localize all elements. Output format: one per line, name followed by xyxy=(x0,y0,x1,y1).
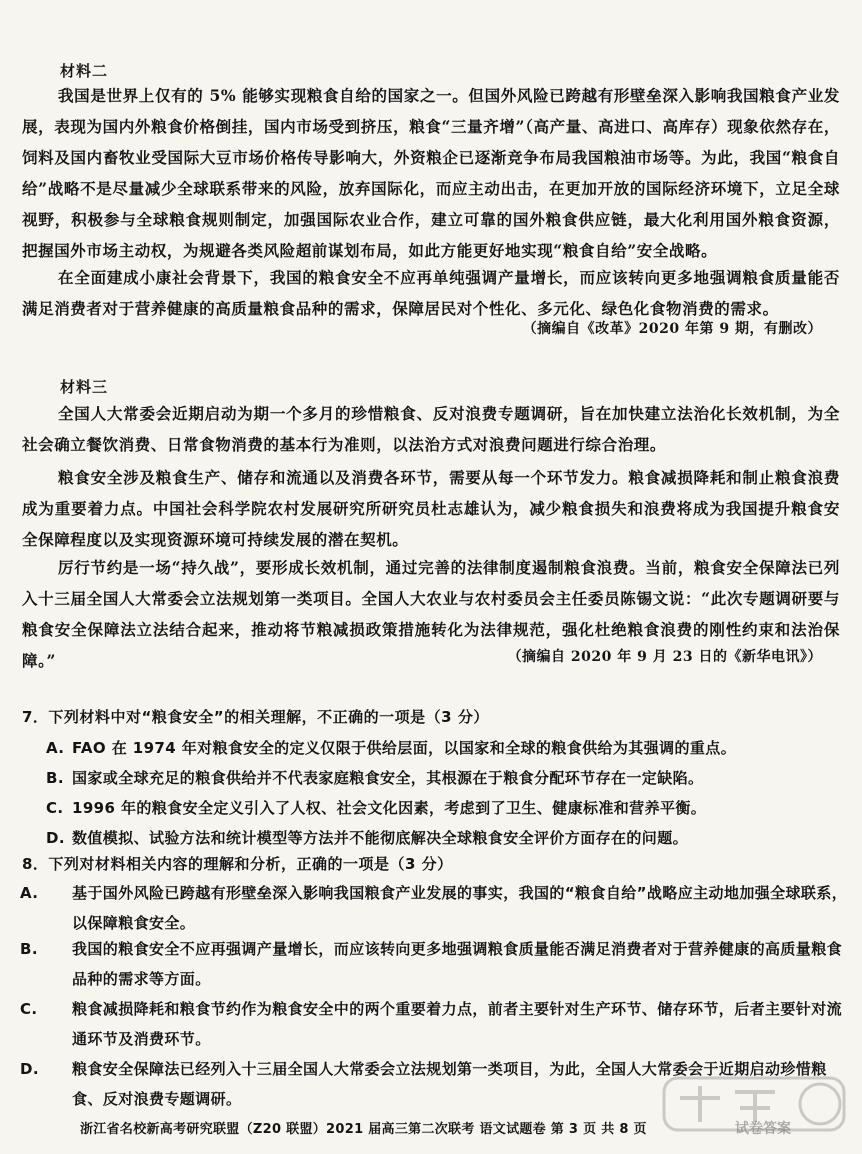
option-letter: A. xyxy=(20,884,39,902)
question-8-option-a[interactable] xyxy=(20,878,852,938)
option-text: 基于国外风险已跨越有形壁垒深入影响我国粮食产业发展的事实，我国的“粮食自给”战略应主动地加强全球联系，以保障粮食安全。 xyxy=(72,884,848,932)
option-text: 粮食减损降耗和粮食节约作为粮食安全中的两个重要着力点，前者主要针对生产环节、储存环节，后者主要针对流通环节及消费环节。 xyxy=(72,1000,843,1048)
material3-title: 材料三 xyxy=(60,378,109,396)
question-7-stem: 7．下列材料中对“粮食安全”的相关理解，不正确的一项是（3 分） xyxy=(22,708,489,726)
material2-source: （摘编自《改革》2020 年第 9 期，有删改） xyxy=(522,321,822,337)
option-letter: C. xyxy=(46,799,64,817)
material2-paragraph-2: 在全面建成小康社会背景下，我国的粮食安全不应再单纯强调产量增长，而应该转向更多地强调粮食质量能否满足消费者对于营养健康的高质量粮食品种的需求，保障居民对个性化、多元化、绿色化食物消费的需求。 xyxy=(22,268,840,318)
option-text: 1996 年的粮食安全定义引入了人权、社会文化因素，考虑到了卫生、健康标准和营养平衡。 xyxy=(72,799,707,817)
question-8-option-c[interactable] xyxy=(20,994,852,1054)
material3-source: （摘编自 2020 年 9 月 23 日的《新华电讯》） xyxy=(507,649,822,665)
option-letter: C. xyxy=(20,1000,38,1018)
option-text: 我国的粮食安全不应再强调产量增长，而应该转向更多地强调粮食质量能否满足消费者对于营养健康的高质量粮食品种的需求等方面。 xyxy=(72,940,843,988)
material3-paragraph-1: 全国人大常委会近期启动为期一个多月的珍惜粮食、反对浪费专题调研，旨在加快建立法治化长效机制，为全社会确立餐饮消费、日常食物消费的基本行为准则，以法治方式对浪费问题进行综合治理。 xyxy=(22,404,840,454)
watermark-text: 试卷答案 xyxy=(735,1121,791,1137)
option-letter: D. xyxy=(46,829,65,847)
option-text: FAO 在 1974 年对粮食安全的定义仅限于供给层面，以国家和全球的粮食供给为其强调的重点。 xyxy=(72,739,737,757)
page-footer: 浙江省名校新高考研究联盟（Z20 联盟）2021 届高三第二次联考 语文试题卷 第 3 页 共 8 页 xyxy=(80,1122,647,1137)
option-text: 数值模拟、试验方法和统计模型等方法并不能彻底解决全球粮食安全评价方面存在的问题。 xyxy=(72,829,689,847)
question-7-option-a[interactable] xyxy=(46,733,826,763)
option-letter: B. xyxy=(46,769,64,787)
material2-paragraph-1: 我国是世界上仅有的 5% 能够实现粮食自给的国家之一。但国外风险已跨越有形壁垒深入影响我国粮食产业发展，表现为国内外粮食价格倒挂，国内市场受到挤压，粮食“三量齐增”（高产量、高进口、高库存）现象依然存在，饲料及国内畜牧业受国际大豆市场价格传导影响大，外资粮企已逐渐竞争布局我国粮油市场等。为此，我国“粮食自给”战略不是尽量减少全球联系带来的风险，放弃国际化，而应主动出击，在更加开放的国际经济环境下，立足全球视野，积极参与全球粮食规则制定，加强国际农业合作，建立可靠的国外粮食供应链，最大化利用国外粮食资源，把握国外市场主动权，为规避各类风险超前谋划布局，如此方能更好地实现“粮食自给”安全战略。 xyxy=(22,86,840,260)
question-8-stem: 8．下列对材料相关内容的理解和分析，正确的一项是（3 分） xyxy=(22,855,453,873)
option-letter: D. xyxy=(20,1060,39,1078)
question-7-option-b[interactable] xyxy=(46,763,826,793)
option-letter: A. xyxy=(46,739,65,757)
option-letter: B. xyxy=(20,940,38,958)
material3-paragraph-3: 厉行节约是一场“持久战”，要形成长效机制，通过完善的法律制度遏制粮食浪费。当前，粮食安全保障法已列入十三届全国人大常委会立法规划第一类项目。全国人大农业与农村委员会主任委员陈锡文说：“此次专题调研要与粮食安全保障法立法结合起来，推动将节粮减损政策措施转化为法律规范，强化杜绝粮食浪费的刚性约束和法治保障。” xyxy=(22,558,840,670)
option-text: 国家或全球充足的粮食供给并不代表家庭粮食安全，其根源在于粮食分配环节存在一定缺陷。 xyxy=(72,769,704,787)
question-7-option-c[interactable] xyxy=(46,793,826,823)
question-7-option-d[interactable] xyxy=(46,823,826,853)
material3-paragraph-2: 粮食安全涉及粮食生产、储存和流通以及消费各环节，需要从每一个环节发力。粮食减损降耗和制止粮食浪费成为重要着力点。中国社会科学院农村发展研究所研究员杜志雄认为，减少粮食损失和浪费将成为我国提升粮食安全保障程度以及实现资源环境可持续发展的潜在契机。 xyxy=(22,468,840,549)
material2-title: 材料二 xyxy=(60,62,109,80)
option-text: 粮食安全保障法已经列入十三届全国人大常委会立法规划第一类项目，为此，全国人大常委会于近期启动珍惜粮食、反对浪费专题调研。 xyxy=(72,1060,827,1108)
question-8-option-b[interactable] xyxy=(20,934,852,994)
